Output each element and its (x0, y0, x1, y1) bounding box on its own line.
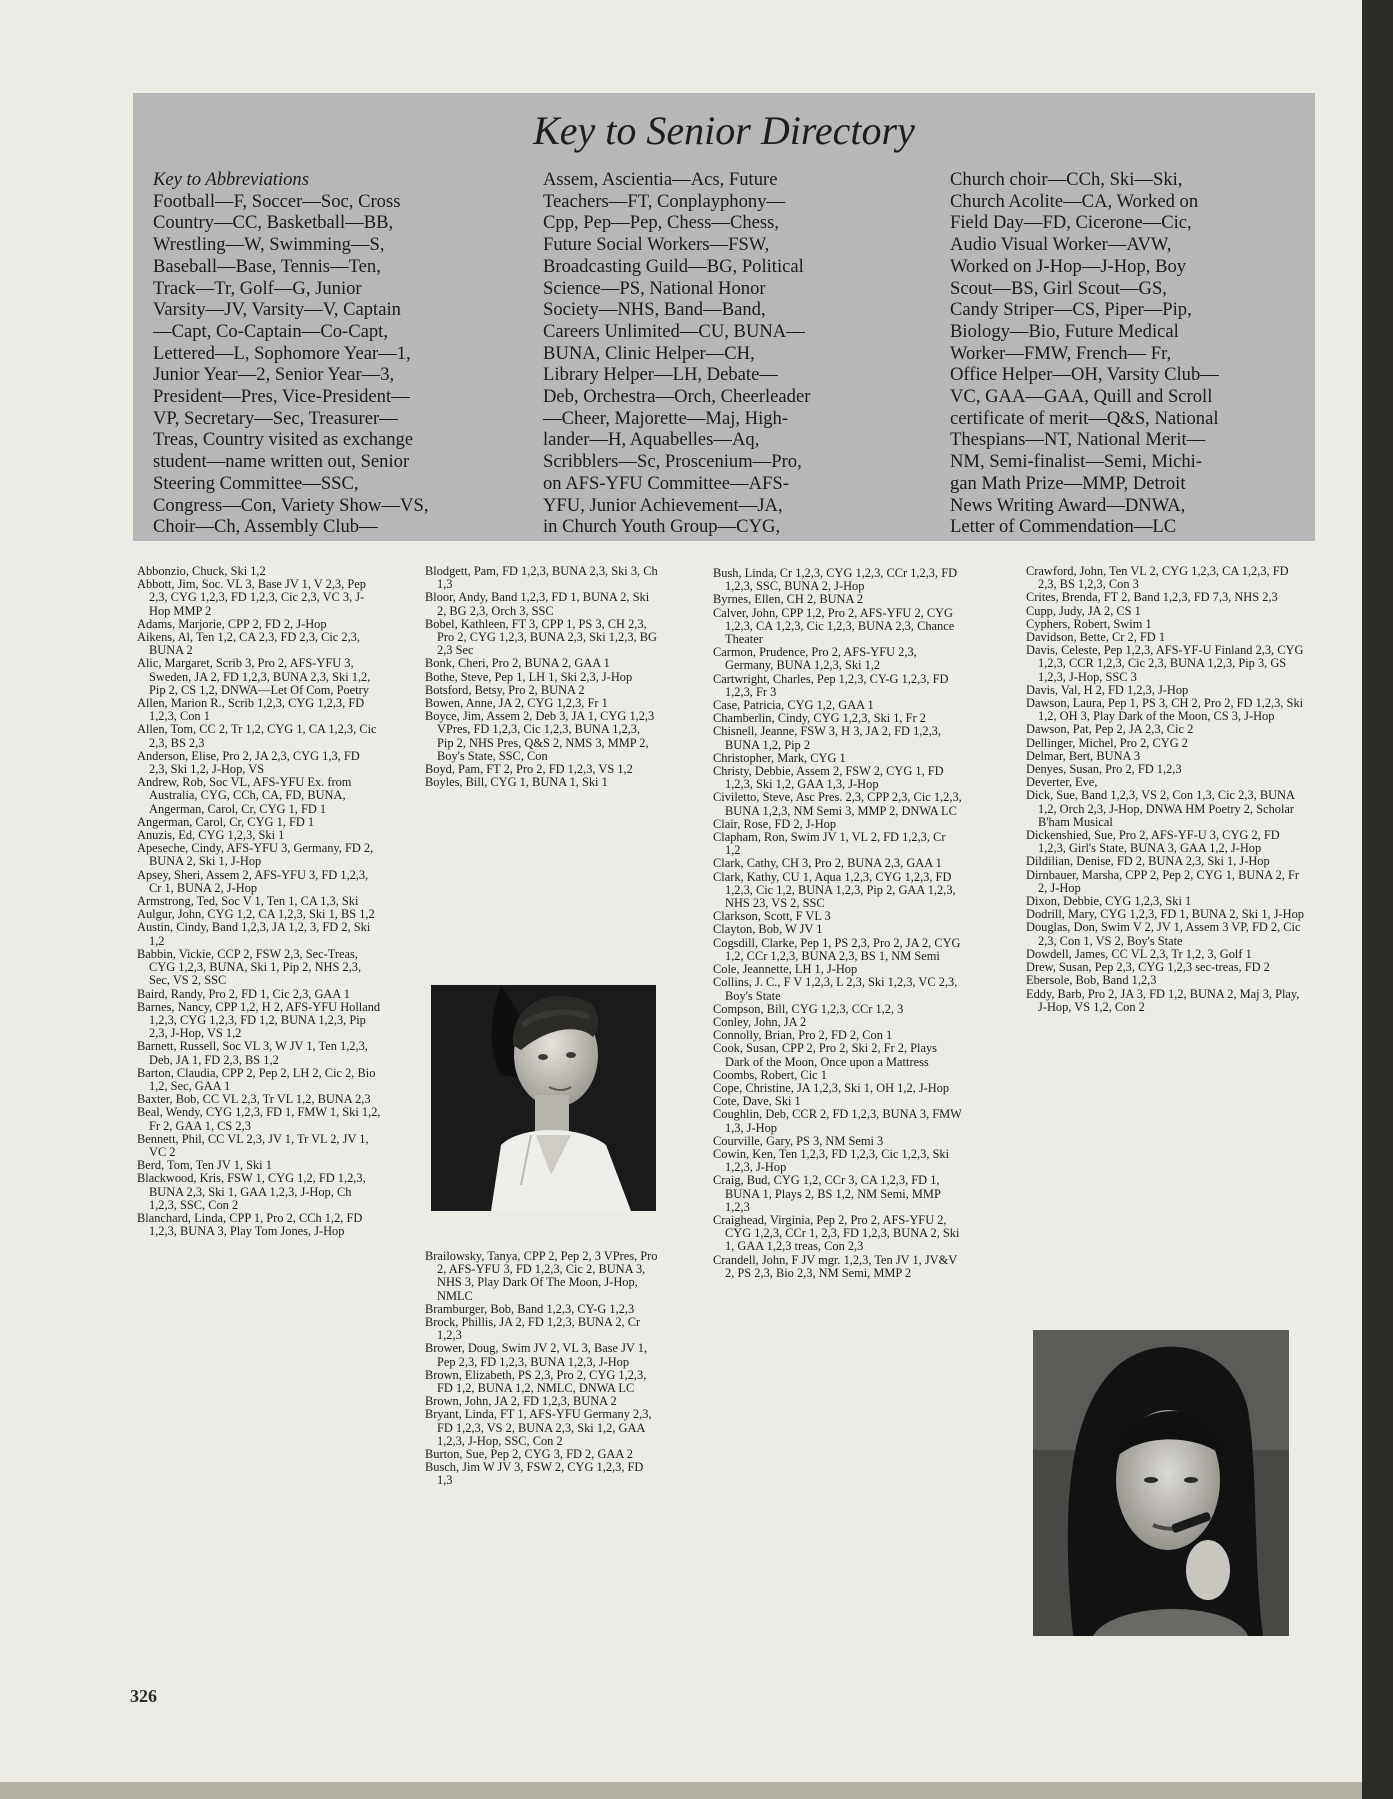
directory-entry: Boyd, Pam, FT 2, Pro 2, FD 1,2,3, VS 1,2 (425, 762, 633, 777)
directory-entry: Barnes, Nancy, CPP 1,2, H 2, AFS-YFU Holland 1,2,3, CYG 1,2,3, FD 1,2, BUNA 1,2,3, Pip 2,3, J-Hop, VS 1,2 (137, 999, 381, 1041)
directory-entry: Delmar, Bert, BUNA 3 (1026, 748, 1141, 763)
key-line: Library Helper—LH, Debate— (543, 364, 778, 386)
directory-entry: Crawford, John, Ten VL 2, CYG 1,2,3, CA 1,2,3, FD 2,3, BS 1,2,3, Con 3 (1026, 564, 1289, 592)
directory-entry: Apsey, Sheri, Assem 2, AFS-YFU 3, FD 1,2,3, Cr 1, BUNA 2, J-Hop (137, 867, 369, 895)
key-line: lander—H, Aquabelles—Aq, (543, 429, 760, 451)
page-title: Key to Senior Directory (533, 108, 915, 153)
key-line: News Writing Award—DNWA, (950, 494, 1186, 516)
key-line: Audio Visual Worker—AVW, (950, 234, 1172, 256)
directory-entry: Craig, Bud, CYG 1,2, CCr 3, CA 1,2,3, FD 1, BUNA 1, Plays 2, BS 1,2, NM Semi, MMP 1,2,3 (713, 1173, 941, 1214)
directory-column-4 (1026, 565, 1306, 1014)
directory-entry: Bonk, Cheri, Pro 2, BUNA 2, GAA 1 (425, 656, 610, 671)
key-line: Office Helper—OH, Varsity Club— (950, 364, 1219, 386)
directory-entry: Bramburger, Bob, Band 1,2,3, CY-G 1,2,3 (425, 1301, 635, 1316)
key-line: Scout—BS, Girl Scout—GS, (950, 277, 1167, 299)
key-line: Letter of Commendation—LC (950, 516, 1177, 538)
key-line: Junior Year—2, Senior Year—3, (153, 364, 395, 386)
key-line: certificate of merit—Q&S, National (950, 407, 1219, 429)
key-line: on AFS-YFU Committee—AFS- (543, 472, 789, 494)
key-line: Thespians—NT, National Merit— (950, 429, 1206, 451)
key-line: Congress—Con, Variety Show—VS, (153, 494, 429, 516)
key-line: Deb, Orchestra—Orch, Cheerleader (543, 386, 811, 408)
directory-entry: Bush, Linda, Cr 1,2,3, CYG 1,2,3, CCr 1,2,3, FD 1,2,3, SSC, BUNA 2, J-Hop (713, 566, 958, 594)
directory-column-3 (713, 567, 963, 1280)
directory-entry: Craighead, Virginia, Pep 2, Pro 2, AFS-YFU 2, CYG 1,2,3, CCr 1, 2,3, FD 1,2,3, BUNA 2, Ski 1, GAA 1,2,3 treas, Con 2,3 (713, 1212, 960, 1254)
directory-entry: Anderson, Elise, Pro 2, JA 2,3, CYG 1,3, FD 2,3, Ski 1,2, J-Hop, VS (137, 748, 360, 777)
directory-entry: Angerman, Carol, Cr, CYG 1, FD 1 (137, 814, 315, 829)
directory-entry: Dodrill, Mary, CYG 1,2,3, FD 1, BUNA 2, Ski 1, J-Hop (1026, 907, 1304, 922)
portrait-photo-young-man (431, 985, 656, 1211)
directory-entry: Blodgett, Pam, FD 1,2,3, BUNA 2,3, Ski 3, Ch 1,3 (425, 564, 658, 592)
directory-entry: Adams, Marjorie, CPP 2, FD 2, J-Hop (137, 616, 327, 631)
directory-entry: Dick, Sue, Band 1,2,3, VS 2, Con 1,3, Cic 2,3, BUNA 1,2, Orch 2,3, J-Hop, DNWA HM Poetry 2, Scholar B'ham Musical (1026, 788, 1295, 829)
key-line: VP, Secretary—Sec, Treasurer— (153, 407, 398, 429)
key-lines-1 (153, 191, 473, 538)
key-line: —Cheer, Majorette—Maj, High- (543, 407, 789, 429)
key-line: in Church Youth Group—CYG, (543, 516, 781, 538)
directory-entry: Allen, Marion R., Scrib 1,2,3, CYG 1,2,3, FD 1,2,3, Con 1 (137, 696, 365, 724)
directory-entry: Anuzis, Ed, CYG 1,2,3, Ski 1 (137, 828, 285, 843)
directory-entry: Clarkson, Scott, F VL 3 (713, 909, 831, 924)
directory-entry: Blackwood, Kris, FSW 1, CYG 1,2, FD 1,2,3, BUNA 2,3, Ski 1, GAA 1,2,3, J-Hop, Ch 1,2,3, SSC, Con 2 (137, 1171, 366, 1212)
key-box (133, 93, 1315, 541)
directory-entry: Deverter, Eve, (1026, 775, 1098, 790)
page-number: 326 (130, 1686, 157, 1706)
directory-column-1 (137, 565, 381, 1238)
directory-entry: Drew, Susan, Pep 2,3, CYG 1,2,3 sec-treas, FD 2 (1026, 960, 1270, 975)
directory-entry: Blanchard, Linda, CPP 1, Pro 2, CCh 1,2, FD 1,2,3, BUNA 3, Play Tom Jones, J-Hop (137, 1210, 363, 1239)
directory-entry: Aulgur, John, CYG 1,2, CA 1,2,3, Ski 1, BS 1,2 (137, 907, 375, 922)
directory-entry: Dawson, Pat, Pep 2, JA 2,3, Cic 2 (1026, 722, 1194, 737)
key-line: Varsity—JV, Varsity—V, Captain (153, 299, 401, 321)
directory-entry: Alic, Margaret, Scrib 3, Pro 2, AFS-YFU 3, Sweden, JA 2, FD 1,2,3, BUNA 2,3, Ski 1,2, Pip 2, CS 1,2, DNWA—Let Of Com, Poetry (137, 656, 371, 697)
key-line: VC, GAA—GAA, Quill and Scroll (950, 386, 1213, 408)
directory-entry: Bennett, Phil, CC VL 2,3, JV 1, Tr VL 2, JV 1, VC 2 (137, 1131, 369, 1159)
key-line: Biology—Bio, Future Medical (950, 320, 1179, 342)
key-line: Field Day—FD, Cicerone—Cic, (950, 212, 1192, 234)
directory-entry: Cupp, Judy, JA 2, CS 1 (1026, 603, 1141, 618)
key-column-1 (153, 169, 473, 538)
directory-entry: Eddy, Barb, Pro 2, JA 3, FD 1,2, BUNA 2, Maj 3, Play, J-Hop, VS 1,2, Con 2 (1026, 986, 1300, 1014)
directory-entry: Davis, Celeste, Pep 1,2,3, AFS-YF-U Finland 2,3, CYG 1,2,3, CCR 1,2,3, Cic 2,3, BUNA 1,2,3, Pip 3, GS 1,2,3, J-Hop, SSC 3 (1026, 643, 1304, 684)
directory-entry: Denyes, Susan, Pro 2, FD 1,2,3 (1026, 762, 1182, 777)
portrait-photo-young-man-drawing (431, 985, 656, 1211)
key-line: Worker—FMW, French— Fr, (950, 342, 1172, 364)
key-line: YFU, Junior Achievement—JA, (543, 494, 783, 516)
directory-entry: Austin, Cindy, Band 1,2,3, JA 1,2, 3, FD 2, Ski 1,2 (137, 920, 371, 948)
key-lines-2 (543, 169, 878, 538)
directory-entry: Abbott, Jim, Soc. VL 3, Base JV 1, V 2,3, Pep 2,3, CYG 1,2,3, FD 1,2,3, Cic 2,3, VC 3, J-Hop MMP 2 (137, 577, 366, 618)
directory-entry: Connolly, Brian, Pro 2, FD 2, Con 1 (713, 1028, 893, 1043)
key-line: Country—CC, Basketball—BB, (153, 212, 394, 234)
directory-entry: Bobel, Kathleen, FT 3, CPP 1, PS 3, CH 2,3, Pro 2, CYG 1,2,3, BUNA 2,3, Ski 1,2,3, BG 2,3 Sec (425, 616, 657, 658)
directory-entry: Cyphers, Robert, Swim 1 (1026, 616, 1152, 631)
key-line: Church choir—CCh, Ski—Ski, (950, 169, 1183, 190)
directory-entry: Cope, Christine, JA 1,2,3, Ski 1, OH 1,2, J-Hop (713, 1080, 950, 1095)
directory-entry: Aikens, Al, Ten 1,2, CA 2,3, FD 2,3, Cic 2,3, BUNA 2 (137, 630, 360, 658)
directory-entry: Baird, Randy, Pro 2, FD 1, Cic 2,3, GAA 1 (137, 986, 350, 1001)
directory-entry: Berd, Tom, Ten JV 1, Ski 1 (137, 1158, 272, 1173)
key-line: Choir—Ch, Assembly Club— (153, 516, 378, 538)
directory-entry: Case, Patricia, CYG 1,2, GAA 1 (713, 698, 874, 713)
key-line: Science—PS, National Honor (543, 277, 766, 299)
directory-entry: Coughlin, Deb, CCR 2, FD 1,2,3, BUNA 3, FMW 1,3, J-Hop (713, 1107, 962, 1135)
key-line: Scribblers—Sc, Proscenium—Pro, (543, 451, 802, 473)
directory-entry: Dirnbauer, Marsha, CPP 2, Pep 2, CYG 1, BUNA 2, Fr 2, J-Hop (1026, 867, 1300, 895)
directory-entry: Cartwright, Charles, Pep 1,2,3, CY-G 1,2,3, FD 1,2,3, Fr 3 (713, 671, 949, 699)
directory-entry: Clark, Kathy, CU 1, Aqua 1,2,3, CYG 1,2,3, FD 1,2,3, Cic 1,2, BUNA 1,2,3, Pip 2, GAA 1,2,3, NHS 23, VS 2, SSC (713, 869, 956, 911)
directory-entry: Allen, Tom, CC 2, Tr 1,2, CYG 1, CA 1,2,3, Cic 2,3, BS 2,3 (137, 722, 377, 750)
directory-column-2-lower (425, 1250, 659, 1488)
directory-entry: Brailowsky, Tanya, CPP 2, Pep 2, 3 VPres, Pro 2, AFS-YFU 3, FD 1,2,3, Cic 2, BUNA 3, NHS 3, Play Dark Of The Moon, J-Hop, NMLC (425, 1249, 658, 1303)
directory-entry: Crites, Brenda, FT 2, Band 1,2,3, FD 7,3, NHS 2,3 (1026, 590, 1278, 605)
key-line: gan Math Prize—MMP, Detroit (950, 472, 1186, 494)
directory-entry: Christopher, Mark, CYG 1 (713, 750, 846, 765)
directory-entry: Davis, Val, H 2, FD 1,2,3, J-Hop (1026, 682, 1189, 697)
directory-entry: Clapham, Ron, Swim JV 1, VL 2, FD 1,2,3, Cr 1,2 (713, 830, 946, 858)
directory-entry: Cowin, Ken, Ten 1,2,3, FD 1,2,3, Cic 1,2,3, Ski 1,2,3, J-Hop (713, 1146, 950, 1175)
directory-entry: Chamberlin, Cindy, CYG 1,2,3, Ski 1, Fr 2 (713, 711, 926, 726)
directory-entry: Bryant, Linda, FT 1, AFS-YFU Germany 2,3, FD 1,2,3, VS 2, BUNA 2,3, Ski 1,2, GAA 1,2,3, J-Hop, SSC, Con 2 (425, 1407, 652, 1448)
key-lines-3 (950, 169, 1300, 538)
directory-entry: Boyce, Jim, Assem 2, Deb 3, JA 1, CYG 1,2,3 VPres, FD 1,2,3, Cic 1,2,3, BUNA 1,2,3, Pip 2, NHS Pres, Q&S 2, NMS 3, MMP 2, Boy's State, SSC, Con (425, 709, 655, 763)
key-line: Worked on J-Hop—J-Hop, Boy (950, 255, 1187, 277)
key-line: Careers Unlimited—CU, BUNA— (543, 320, 805, 342)
directory-entry: Armstrong, Ted, Soc V 1, Ten 1, CA 1,3, Ski (137, 894, 359, 909)
directory-entry: Bowen, Anne, JA 2, CYG 1,2,3, Fr 1 (425, 696, 608, 711)
directory-column-2 (425, 565, 659, 789)
key-line: Candy Striper—CS, Piper—Pip, (950, 299, 1192, 321)
directory-entry: Clark, Cathy, CH 3, Pro 2, BUNA 2,3, GAA 1 (713, 856, 942, 871)
key-line: Steering Committee—SSC, (153, 472, 359, 494)
directory-entry: Civiletto, Steve, Asc Pres. 2,3, CPP 2,3, Cic 1,2,3, BUNA 1,2,3, NM Semi 3, MMP 2, DNWA LC (713, 790, 962, 818)
directory-entry: Andrew, Rob, Soc VL, AFS-YFU Ex. from Australia, CYG, CCh, CA, FD, BUNA, Angerman, Carol, Cr, CYG 1, FD 1 (137, 775, 352, 816)
key-column-3 (950, 169, 1300, 538)
directory-entry: Ebersole, Bob, Band 1,2,3 (1026, 973, 1157, 988)
page-bottom-edge (0, 1782, 1362, 1799)
directory-entry: Crandell, John, F JV mgr. 1,2,3, Ten JV 1, JV&V 2, PS 2,3, Bio 2,3, NM Semi, MMP 2 (713, 1252, 957, 1280)
directory-entry: Dixon, Debbie, CYG 1,2,3, Ski 1 (1026, 894, 1192, 909)
directory-entry: Cook, Susan, CPP 2, Pro 2, Ski 2, Fr 2, Plays Dark of the Moon, Once upon a Mattress (713, 1041, 937, 1069)
directory-entry: Compson, Bill, CYG 1,2,3, CCr 1,2, 3 (713, 1001, 904, 1016)
key-line: President—Pres, Vice-President— (153, 386, 410, 408)
key-subtitle: Key to Abbreviations (153, 169, 309, 190)
directory-entry: Abbonzio, Chuck, Ski 1,2 (137, 564, 266, 578)
key-line: Football—F, Soccer—Soc, Cross (153, 190, 401, 212)
key-line: Church Acolite—CA, Worked on (950, 190, 1199, 212)
directory-entry: Babbin, Vickie, CCP 2, FSW 2,3, Sec-Treas, CYG 1,2,3, BUNA, Ski 1, Pip 2, NHS 2,3, Sec, VS 2, SSC (137, 946, 362, 988)
key-line: Broadcasting Guild—BG, Political (543, 255, 804, 277)
directory-entry: Collins, J. C., F V 1,2,3, L 2,3, Ski 1,2,3, VC 2,3, Boy's State (713, 975, 958, 1003)
directory-entry: Boyles, Bill, CYG 1, BUNA 1, Ski 1 (425, 775, 608, 790)
key-line: —Capt, Co-Captain—Co-Capt, (153, 320, 388, 342)
directory-entry: Clayton, Bob, W JV 1 (713, 922, 823, 937)
directory-entry: Chisnell, Jeanne, FSW 3, H 3, JA 2, FD 1,2,3, BUNA 1,2, Pip 2 (713, 724, 941, 752)
key-line: Cpp, Pep—Pep, Chess—Chess, (543, 212, 780, 234)
book-spine-shadow (1362, 0, 1393, 1799)
directory-entry: Conley, John, JA 2 (713, 1014, 807, 1029)
directory-entry: Brock, Phillis, JA 2, FD 1,2,3, BUNA 2, Cr 1,2,3 (425, 1315, 641, 1343)
directory-entry: Botsford, Betsy, Pro 2, BUNA 2 (425, 682, 585, 697)
key-line: Track—Tr, Golf—G, Junior (153, 277, 362, 299)
directory-entry: Brown, Elizabeth, PS 2,3, Pro 2, CYG 1,2,3, FD 1,2, BUNA 1,2, NMLC, DNWA LC (425, 1367, 647, 1396)
directory-entry: Dildilian, Denise, FD 2, BUNA 2,3, Ski 1, J-Hop (1026, 854, 1270, 869)
directory-entry: Beal, Wendy, CYG 1,2,3, FD 1, FMW 1, Ski 1,2, Fr 2, GAA 1, CS 2,3 (137, 1105, 381, 1133)
directory-entry: Clair, Rose, FD 2, J-Hop (713, 816, 837, 831)
directory-entry: Christy, Debbie, Assem 2, FSW 2, CYG 1, FD 1,2,3, Ski 1,2, GAA 1,3, J-Hop (713, 764, 944, 792)
directory-entry: Cole, Jeannette, LH 1, J-Hop (713, 962, 858, 977)
directory-entry: Courville, Gary, PS 3, NM Semi 3 (713, 1133, 884, 1148)
directory-entry: Brown, John, JA 2, FD 1,2,3, BUNA 2 (425, 1394, 617, 1409)
key-column-2 (543, 169, 878, 538)
key-line: student—name written out, Senior (153, 451, 410, 473)
directory-entry: Apeseche, Cindy, AFS-YFU 3, Germany, FD 2, BUNA 2, Ski 1, J-Hop (137, 841, 374, 869)
key-line: Lettered—L, Sophomore Year—1, (153, 342, 411, 364)
key-line: Treas, Country visited as exchange (153, 429, 414, 451)
directory-entry: Bloor, Andy, Band 1,2,3, FD 1, BUNA 2, Ski 2, BG 2,3, Orch 3, SSC (425, 590, 650, 618)
portrait-photo-girl-drawing (1033, 1330, 1289, 1636)
directory-entry: Calver, John, CPP 1,2, Pro 2, AFS-YFU 2, CYG 1,2,3, CA 1,2,3, Cic 1,2,3, BUNA 2,3, Chance Theater (713, 605, 955, 647)
directory-entry: Burton, Sue, Pep 2, CYG 3, FD 2, GAA 2 (425, 1447, 633, 1462)
directory-entry: Dellinger, Michel, Pro 2, CYG 2 (1026, 735, 1188, 750)
directory-entry: Cote, Dave, Ski 1 (713, 1094, 801, 1109)
key-line: Assem, Ascientia—Acs, Future (543, 169, 778, 190)
key-line: Society—NHS, Band—Band, (543, 299, 766, 321)
key-line: Future Social Workers—FSW, (543, 234, 770, 256)
directory-entry: Busch, Jim W JV 3, FSW 2, CYG 1,2,3, FD 1,3 (425, 1460, 644, 1488)
directory-entry: Barton, Claudia, CPP 2, Pep 2, LH 2, Cic 2, Bio 1,2, Sec, GAA 1 (137, 1065, 376, 1093)
directory-entry: Cogsdill, Clarke, Pep 1, PS 2,3, Pro 2, JA 2, CYG 1,2, CCr 1,2,3, BUNA 2,3, BS 1, NM Semi (713, 935, 961, 963)
directory-entry: Dickenshied, Sue, Pro 2, AFS-YF-U 3, CYG 2, FD 1,2,3, Girl's State, BUNA 3, GAA 1,2, J-Hop (1026, 828, 1280, 856)
directory-entry: Coombs, Robert, Cic 1 (713, 1067, 827, 1082)
directory-entry: Davidson, Bette, Cr 2, FD 1 (1026, 630, 1166, 645)
key-line: Teachers—FT, Conplayphony— (543, 190, 786, 212)
directory-entry: Carmon, Prudence, Pro 2, AFS-YFU 2,3, Germany, BUNA 1,2,3, Ski 1,2 (713, 645, 917, 673)
directory-entry: Baxter, Bob, CC VL 2,3, Tr VL 1,2, BUNA 2,3 (137, 1092, 371, 1107)
directory-entry: Dawson, Laura, Pep 1, PS 3, CH 2, Pro 2, FD 1,2,3, Ski 1,2, OH 3, Play Dark of the Moon, CS 3, J-Hop (1026, 696, 1304, 724)
directory-entry: Bothe, Steve, Pep 1, LH 1, Ski 2,3, J-Hop (425, 669, 633, 684)
directory-entry: Byrnes, Ellen, CH 2, BUNA 2 (713, 592, 864, 607)
key-line: BUNA, Clinic Helper—CH, (543, 342, 755, 364)
directory-entry: Barnett, Russell, Soc VL 3, W JV 1, Ten 1,2,3, Deb, JA 1, FD 2,3, BS 1,2 (137, 1039, 368, 1067)
key-line: NM, Semi-finalist—Semi, Michi- (950, 451, 1203, 473)
portrait-photo-girl-lipstick (1033, 1330, 1289, 1636)
directory-entry: Douglas, Don, Swim V 2, JV 1, Assem 3 VP, FD 2, Cic 2,3, Con 1, VS 2, Boy's State (1026, 920, 1301, 948)
key-line: Baseball—Base, Tennis—Ten, (153, 255, 381, 277)
directory-entry: Dowdell, James, CC VL 2,3, Tr 1,2, 3, Golf 1 (1026, 946, 1252, 961)
directory-entry: Brower, Doug, Swim JV 2, VL 3, Base JV 1, Pep 2,3, FD 1,2,3, BUNA 1,2,3, J-Hop (425, 1341, 648, 1369)
key-line: Wrestling—W, Swimming—S, (153, 234, 385, 256)
